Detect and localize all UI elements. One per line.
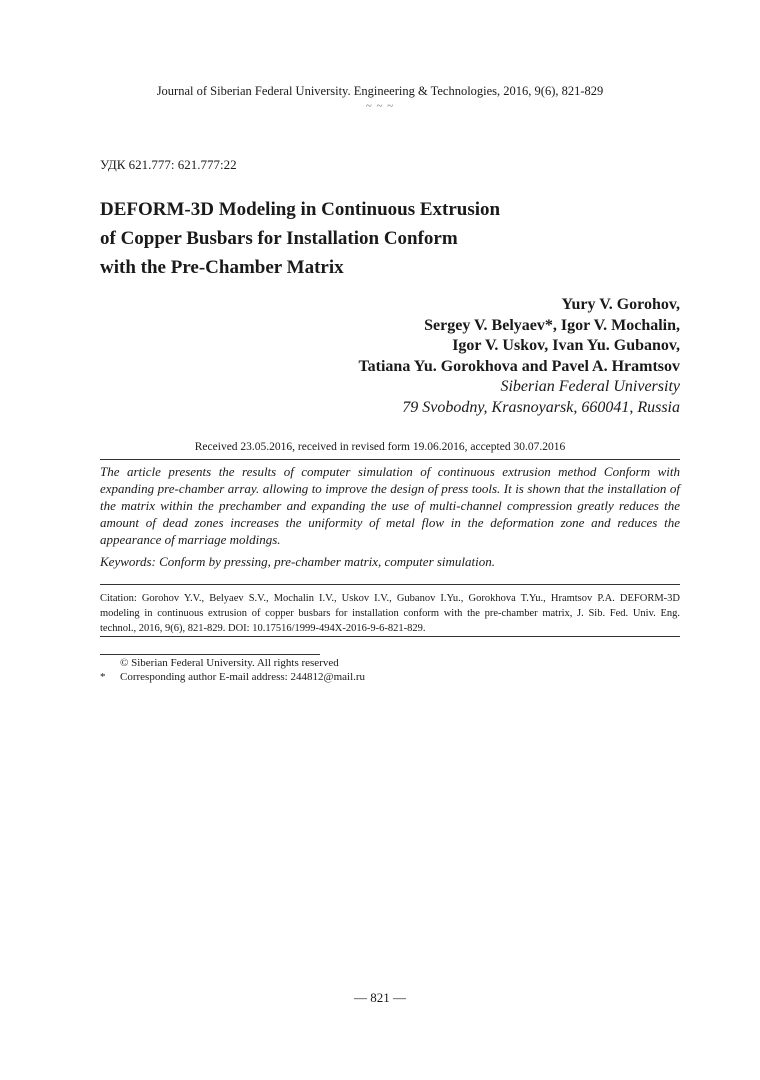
page-number: — 821 —: [354, 990, 406, 1005]
footnote-corresponding: [100, 671, 365, 683]
journal-header: Journal of Siberian Federal University. Engineering & Technologies, 2016, 9(6), 821-829: [156, 84, 604, 98]
header-ornament: ~ ~ ~: [365, 100, 395, 112]
keywords: Keywords: Conform by pressing, pre-chamber matrix, computer simulation.: [100, 554, 496, 569]
citation-bottom-rule: [100, 636, 680, 637]
affiliation: Siberian Federal University: [500, 378, 680, 395]
corresponding-author-text: Corresponding author E-mail address: 244812@mail.ru: [120, 671, 366, 683]
author-line-2: Sergey V. Belyaev*, Igor V. Mochalin,: [424, 316, 680, 334]
author-line-4: Tatiana Yu. Gorokhova and Pavel A. Hramtsov: [358, 357, 680, 375]
citation-top-rule: [100, 584, 680, 585]
author-line-1: Yury V. Gorohov,: [561, 296, 680, 313]
abstract: The article presents the results of computer simulation of continuous extrusion method Conform with expanding pre-chamber array. allowing to improve the design of press tools. It is shown that the installation of the matrix within the prechamber and expanding the use of multi-channel compression greatly reduces the amount of dead zones increases the uniformity of metal flow in the deformation zone and reduces the appearance of marriage moldings.: [100, 464, 680, 547]
title-line-2: of Copper Busbars for Installation Conform: [100, 228, 458, 249]
paper-title: [100, 195, 680, 282]
citation: Citation: Gorohov Y.V., Belyaev S.V., Mochalin I.V., Uskov I.V., Gubanov I.Yu., Gorokhova T.Yu., Hramtsov P.A. DEFORM-3D modeling in continuous extrusion of copper busbars for installation conform with the pre-chamber matrix, J. Sib. Fed. Univ. Eng. technol., 2016, 9(6), 821-829. DOI: 10.17516/1999-494X-2016-9-6-821-829.: [100, 593, 680, 634]
abstract-top-rule: [100, 459, 680, 460]
affiliation-address: 79 Svobodny, Krasnoyarsk, 660041, Russia: [402, 398, 680, 416]
title-line-3: with the Pre-Chamber Matrix: [100, 257, 344, 278]
title-line-1: DEFORM-3D Modeling in Continuous Extrusion: [100, 199, 501, 220]
author-block: [358, 295, 680, 418]
copyright-text: © Siberian Federal University. All rights reserved: [120, 657, 339, 669]
footnote-rule: [100, 654, 320, 655]
footnote-copyright: [100, 657, 339, 669]
footnote-mark: *: [100, 671, 106, 683]
udc-code: УДК 621.777: 621.777:22: [100, 157, 237, 172]
received-dates: Received 23.05.2016, received in revised form 19.06.2016, accepted 30.07.2016: [194, 441, 566, 453]
author-line-3: Igor V. Uskov, Ivan Yu. Gubanov,: [452, 337, 680, 354]
